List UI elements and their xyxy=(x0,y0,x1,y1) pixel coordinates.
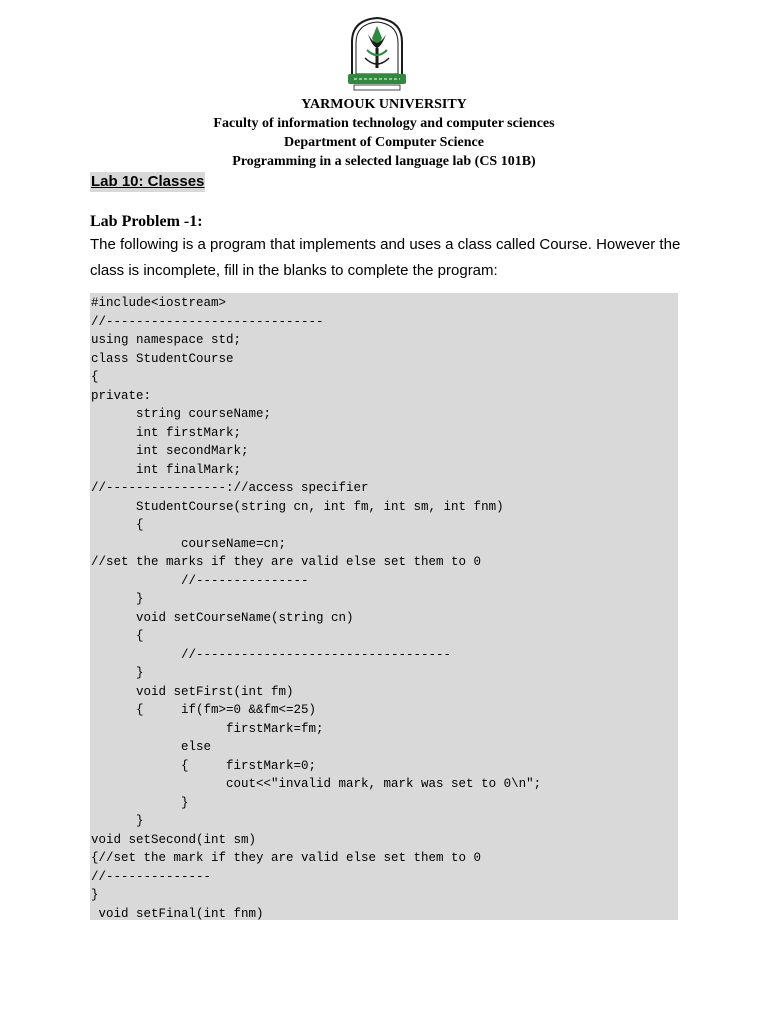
code-line: using namespace std; xyxy=(91,333,242,347)
code-line: } xyxy=(91,814,144,828)
code-line: { if(fm>=0 &&fm<=25) xyxy=(91,703,317,717)
code-line: class StudentCourse xyxy=(91,351,234,366)
code-line: int firstMark; xyxy=(91,425,242,440)
course-name: Programming in a selected language lab (CS 101B) xyxy=(232,154,536,169)
code-line: int secondMark; xyxy=(91,444,249,458)
code-listing xyxy=(90,293,678,923)
lab-title: Lab 10: Classes xyxy=(91,173,205,190)
code-line: void setSecond(int sm) xyxy=(91,832,257,847)
faculty-name: Faculty of information technology and computer sciences xyxy=(213,116,555,131)
code-line: //---------------------------------- xyxy=(91,647,452,662)
code-line: #include<iostream> xyxy=(91,296,227,310)
problem-title: Lab Problem -1: xyxy=(90,213,203,230)
code-line: void setFinal(int fnm) xyxy=(91,906,264,921)
code-line: void setFirst(int fm) xyxy=(91,684,294,699)
code-line: } xyxy=(91,888,99,902)
code-line: } xyxy=(91,592,144,606)
university-name: YARMOUK UNIVERSITY xyxy=(301,97,467,112)
code-line: //----------------------------- xyxy=(91,314,324,329)
code-line: courseName=cn; xyxy=(91,536,287,551)
code-line: { xyxy=(91,518,144,532)
code-line: StudentCourse(string cn, int fm, int sm, int fnm) xyxy=(91,499,504,514)
code-line: {//set the mark if they are valid else set them to 0 xyxy=(91,851,482,865)
university-logo xyxy=(346,16,408,92)
department-name: Department of Computer Science xyxy=(284,135,484,150)
code-line: string courseName; xyxy=(91,407,272,421)
code-line: else xyxy=(91,740,212,754)
code-line: //--------------- xyxy=(91,573,309,588)
code-line: int finalMark; xyxy=(91,462,242,477)
problem-description: The following is a program that implements and uses a class called Course. However the class is incomplete, fill in the blanks to complete the program: xyxy=(90,236,681,279)
code-line: //set the marks if they are valid else set them to 0 xyxy=(91,555,482,569)
code-line: cout<<"invalid mark, mark was set to 0\n"; xyxy=(91,777,542,791)
code-block xyxy=(90,293,678,920)
code-line: //----------------://access specifier xyxy=(91,481,369,495)
document-header xyxy=(0,95,768,171)
code-line: { firstMark=0; xyxy=(91,758,317,773)
code-line: { xyxy=(91,629,144,643)
code-line: //-------------- xyxy=(91,869,212,884)
code-line: firstMark=fm; xyxy=(91,721,324,736)
code-line: } xyxy=(91,666,144,680)
code-line: private: xyxy=(91,388,152,403)
code-line: void setCourseName(string cn) xyxy=(91,610,354,625)
code-line: { xyxy=(91,370,99,384)
code-line: } xyxy=(91,795,189,810)
